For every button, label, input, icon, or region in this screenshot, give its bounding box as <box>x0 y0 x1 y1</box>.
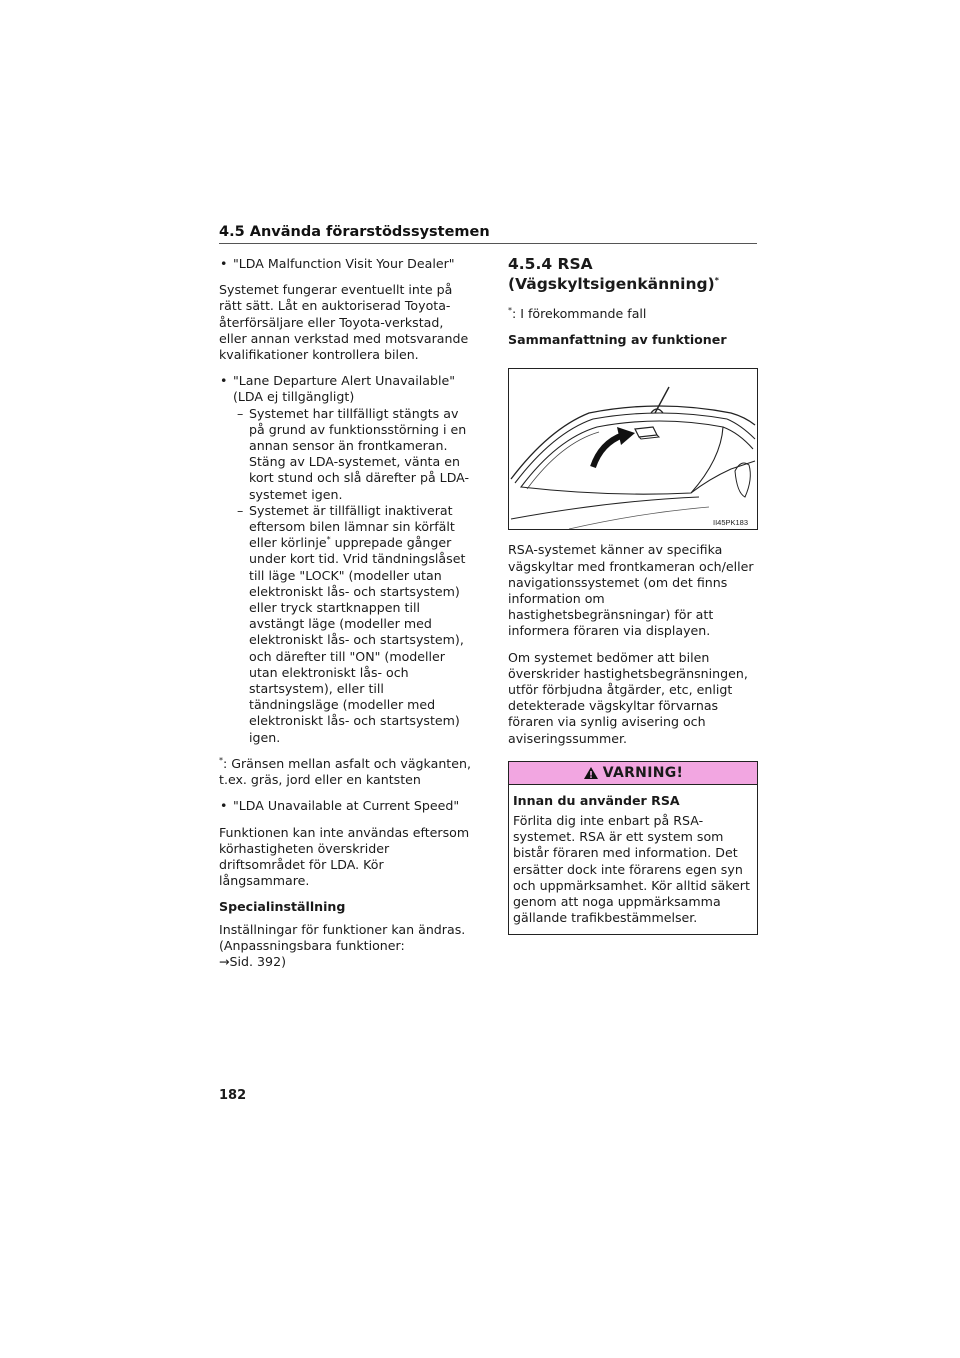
section-title-line1: 4.5.4 RSA <box>508 255 593 273</box>
illustration-code: II45PK183 <box>713 518 749 528</box>
bullet-lda-unavailable <box>219 373 471 405</box>
paragraph-speed: Funktionen kan inte användas eftersom körhastigheten överskrider driftsområdet för LDA. Kör långsammare. <box>219 824 470 889</box>
dash-temporarily-disabled-pre: Systemet är tillfälligt inaktiverat eftersom bilen lämnar sin körfält eller körlinje <box>249 502 455 551</box>
footnote <box>219 756 471 788</box>
bullet-lda-unavailable-sub: (LDA ej tillgängligt) <box>233 389 355 405</box>
special-settings-title: Specialinställning <box>219 899 346 915</box>
page-number: 182 <box>219 1088 247 1103</box>
availability-note <box>508 306 760 322</box>
footnote-star: * <box>219 755 223 765</box>
right-column <box>508 254 760 935</box>
bullet-lda-malfunction: • "LDA Malfunction Visit Your Dealer" <box>219 256 471 272</box>
dash-temporarily-disabled-post: upprepade gånger under kort tid. Vrid tändningslåset till läge "LOCK" (modeller utan elektroniskt lås- och startsystem) eller tryck startknappen till avstängt läge (modeller med elektroniskt lås- och startsystem), och därefter till "ON" (modeller utan elektroniskt lås- och startsystem), eller till tändningsläge (modeller med elektroniskt lås- och startsystem) igen. <box>249 535 466 745</box>
warning-triangle-icon <box>583 766 599 780</box>
windshield-drawing <box>509 369 757 529</box>
section-title-text: (Vägskyltsigenkänning) <box>508 275 715 293</box>
warning-box <box>508 761 758 936</box>
note-star: * <box>508 305 512 315</box>
note-text: : I förekommande fall <box>512 306 647 321</box>
warning-text: Förlita dig inte enbart på RSA-systemet. RSA är ett system som bistår föraren med information. Det ersätter dock inte förarens egen syn och uppmärksamhet. Kör alltid säkert genom att noga uppmärksamma gällande trafikbestämmelser. <box>513 813 750 926</box>
special-settings-text: Inställningar för funktioner kan ändras. (Anpassningsbara funktioner: <box>219 921 466 953</box>
paragraph-special-settings <box>219 922 471 971</box>
page-header: 4.5 Använda förarstödssystemen <box>219 224 757 244</box>
warning-title: Innan du använder RSA <box>513 792 680 808</box>
section-title-line2 <box>508 274 760 294</box>
section-title-star: * <box>714 275 719 285</box>
dash-temporarily-disabled <box>219 503 471 746</box>
paragraph-rsa-warning: Om systemet bedömer att bilen överskrider hastighetsbegränsningen, utför förbjudna åtgärder, etc, enligt detekterade vägskyltar förvarnas föraren via synlig avisering och aviseringssummer. <box>508 649 748 746</box>
bullet-current-speed: • "LDA Unavailable at Current Speed" <box>219 798 471 814</box>
section-title <box>508 254 760 294</box>
windshield-illustration <box>508 368 758 530</box>
footnote-text: : Gränsen mellan asfalt och vägkanten, t.ex. gräs, jord eller en kantsten <box>219 755 471 788</box>
dash-sensor-malfunction: – Systemet har tillfälligt stängts av på grund av funktionsstörning i en annan sensor än frontkameran. Stäng av LDA-systemet, vänta en kort stund och slå därefter på LDA-systemet igen. <box>219 406 471 503</box>
summary-title: Sammanfattning av funktioner <box>508 332 727 348</box>
bullet-lda-unavailable-title: • "Lane Departure Alert Unavailable" <box>233 373 455 389</box>
warning-label: VARNING! <box>602 764 684 781</box>
warning-header <box>509 762 757 785</box>
warning-body <box>509 785 757 935</box>
footnote-mark: * <box>326 535 331 545</box>
left-column <box>219 256 471 980</box>
paragraph-malfunction: Systemet fungerar eventuellt inte på rätt sätt. Låt en auktoriserad Toyota-återförsäljare eller Toyota-verkstad, eller annan verkstad med motsvarande kvalifikationer kontrollera bilen. <box>219 282 469 363</box>
page-reference-link[interactable]: →Sid. 392) <box>219 953 286 969</box>
paragraph-rsa-description: RSA-systemet känner av specifika vägskyltar med frontkameran och/eller navigationssystemet (om det finns information om hastighetsbegränsningar) för att informera föraren via displayen. <box>508 542 754 639</box>
